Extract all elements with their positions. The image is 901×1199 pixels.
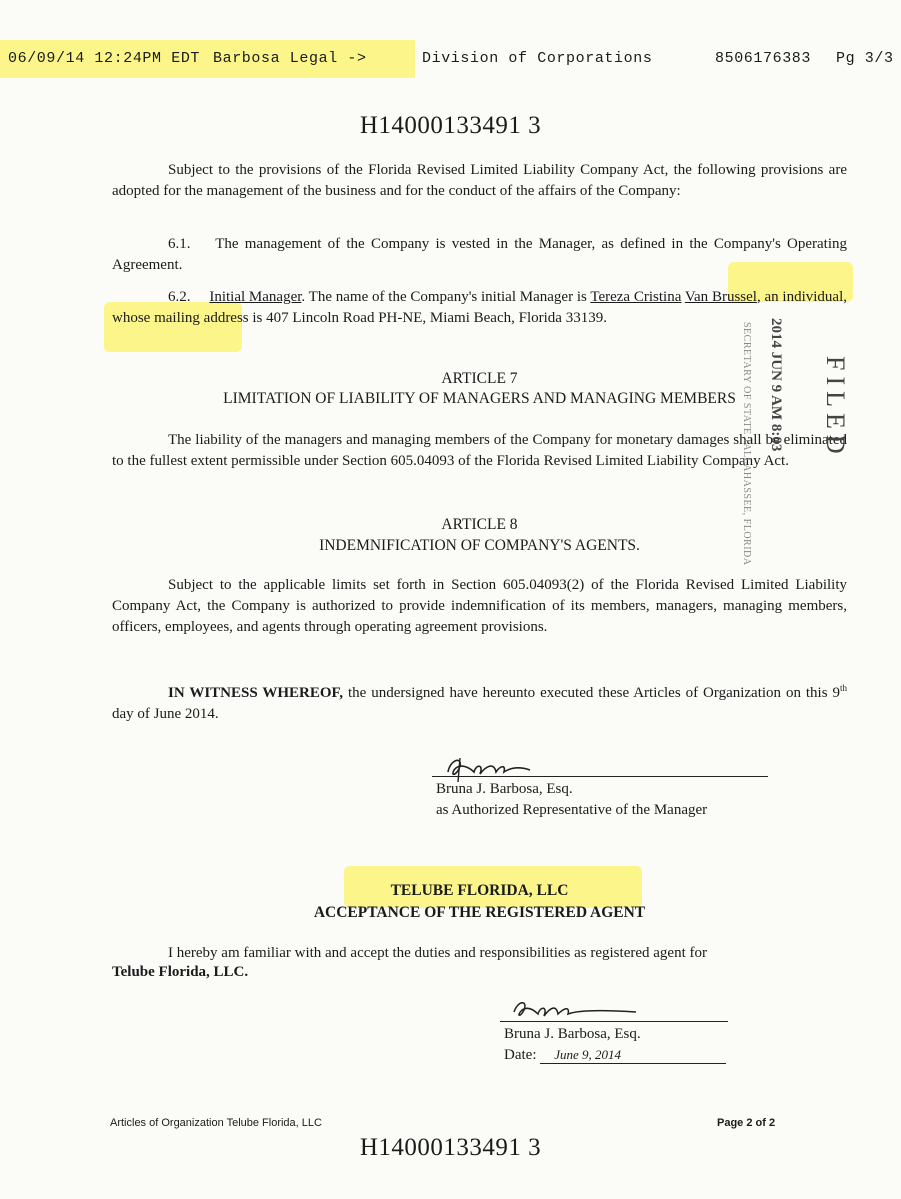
acceptance-company-bold: Telube Florida, LLC. [112, 964, 249, 980]
signer-name: Bruna J. Barbosa, Esq. [504, 1026, 641, 1042]
article-8-text: Subject to the applicable limits set forth in Section 605.04093(2) of the Florida Revised Limited Liability Company Act, the Company is authorized to provide indemnification of its members, managers, managing members, officers, employees, and agents through operating agreement provisions. [112, 577, 847, 635]
intro-paragraph: Subject to the provisions of the Florida Revised Limited Liability Company Act, the following provisions are adopted for the management of the business and for the conduct of the affairs of the Company: [112, 162, 847, 199]
signature-line [432, 775, 768, 777]
signature-line [500, 1020, 728, 1022]
witness-text: the undersigned have hereunto executed these Articles of Organization on this 9 [343, 685, 840, 701]
article-7-title: LIMITATION OF LIABILITY OF MANAGERS AND MANAGING MEMBERS [223, 390, 736, 407]
section-heading: Initial Manager [209, 289, 302, 305]
article-8-title: INDEMNIFICATION OF COMPANY'S AGENTS. [319, 537, 640, 554]
fax-recipient: Division of Corporations [422, 50, 653, 67]
section-text: The management of the Company is vested in the Manager, as defined in the Company's Operating Agreement. [112, 236, 847, 273]
date-label: Date: [504, 1047, 537, 1063]
article-7-number: ARTICLE 7 [441, 370, 518, 387]
acceptance-heading: ACCEPTANCE OF THE REGISTERED AGENT [313, 904, 646, 921]
footer-document-number: H14000133491 3 [359, 1134, 542, 1161]
signer-title: as Authorized Representative of the Manager [436, 802, 708, 818]
document-number: H14000133491 3 [359, 112, 542, 139]
section-number: 6.2. [168, 289, 191, 305]
stamp-date: 2014 JUN 9 AM 8:03 [768, 318, 784, 452]
footer-page: Page 2 of 2 [717, 1117, 776, 1129]
filed-stamp [700, 300, 860, 566]
acceptance-company: TELUBE FLORIDA, LLC [390, 882, 569, 899]
signer-name: Bruna J. Barbosa, Esq. [436, 781, 573, 797]
section-text: . The name of the Company's initial Manager is [301, 289, 591, 305]
witness-text-end: day of June 2014. [112, 706, 219, 722]
article-7-text: The liability of the managers and managing members of the Company for monetary damages shall be eliminated to the fullest extent permissible under Section 605.04093 of the Florida Revised Limited Liability Company Act. [112, 432, 847, 469]
day-suffix: th [839, 683, 847, 693]
section-number: 6.1. [168, 236, 191, 252]
fax-datetime: 06/09/14 12:24PM EDT [8, 50, 201, 67]
witness-paragraph [112, 678, 847, 725]
fax-header [0, 48, 901, 74]
section-text: , an individual, whose mailing address is 407 Lincoln Road PH-NE, Miami Beach, [112, 289, 847, 326]
date-field [504, 1047, 726, 1064]
fax-number: 8506176383 [715, 50, 812, 67]
fax-page: Pg 3/3 [836, 50, 894, 67]
manager-address: Florida 33139. [518, 310, 607, 326]
stamp-filed-text: FILED [821, 356, 850, 460]
witness-lead: IN WITNESS WHEREOF, [168, 685, 344, 701]
footer-left: Articles of Organization Telube Florida, LLC [110, 1117, 322, 1129]
manager-name: Tereza Cristina [590, 289, 682, 305]
article-8-number: ARTICLE 8 [441, 516, 518, 533]
date-value: June 9, 2014 [540, 1047, 726, 1064]
stamp-office: SECRETARY OF STATE TALLAHASSEE, FLORIDA [741, 322, 752, 566]
acceptance-text: I hereby am familiar with and accept the duties and responsibilities as registered agent for [168, 945, 707, 961]
fax-sender: Barbosa Legal -> [213, 50, 367, 67]
manager-name: Van Brussel [684, 289, 757, 305]
